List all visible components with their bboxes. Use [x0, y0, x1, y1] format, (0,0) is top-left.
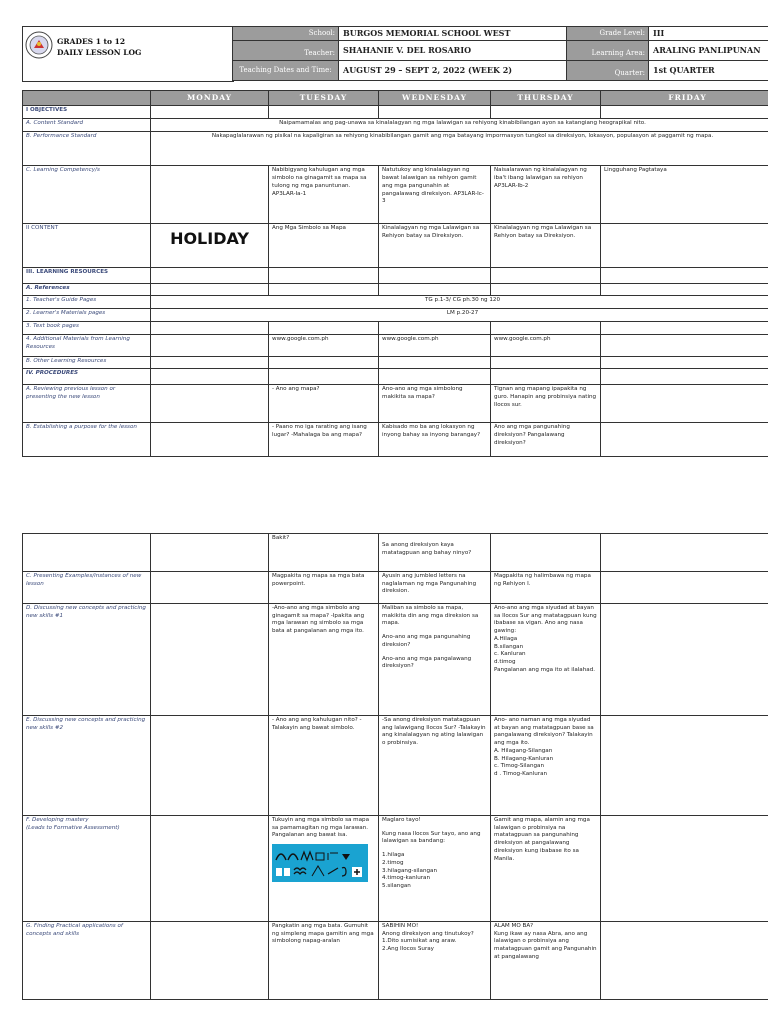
procedures-label: IV. PROCEDURES — [23, 369, 151, 385]
discussing-2-label: E. Discussing new concepts and practicing new skills #2 — [23, 716, 151, 816]
resources-label: III. LEARNING RESOURCES — [23, 268, 151, 284]
discussing-1-thu-line: d.timog — [494, 659, 516, 666]
lesson-log-page-1 — [22, 26, 768, 457]
competency-wednesday: Natutukoy ang kinalalagyan ng bawat lalawigan sa rehiyon gamit ang mga pangunahin at pangalawang direksiyon. AP3LAR-Ic-3 — [379, 166, 491, 224]
table-row — [23, 534, 768, 572]
grade-label: Grade Level: — [567, 27, 649, 41]
continued-wednesday: Sa anong direksiyon kaya matatagpuan ang bahay ninyo? — [379, 534, 491, 572]
table-row — [23, 604, 768, 716]
teacher-value: SHAHANIE V. DEL ROSARIO — [339, 41, 567, 61]
discussing-1-wednesday — [379, 604, 491, 716]
table-row — [23, 357, 768, 369]
tg-label: 1. Teacher's Guide Pages — [23, 296, 151, 309]
practical-applications-label: G. Finding Practical applications of concepts and skills — [23, 922, 151, 1000]
table-row — [23, 572, 768, 604]
developing-mastery-wednesday — [379, 816, 491, 922]
table-row — [23, 268, 768, 284]
dates-label: Teaching Dates and Time: — [233, 61, 339, 81]
table-row — [23, 296, 768, 309]
discussing-2-thu-line: B. Hilagang-Kanluran — [494, 755, 554, 762]
school-value: BURGOS MEMORIAL SCHOOL WEST — [339, 27, 567, 41]
table-row — [23, 166, 768, 224]
day-header-blank — [23, 91, 151, 106]
presenting-thursday: Magpakita ng halimbawa ng mapa ng Rehiyon I. — [491, 572, 601, 604]
practical-thu-line: Kung ikaw ay nasa Abra, ano ang lalawigan o probinsiya ang matatagpuan gamit ang Pangunahin at pangalawang — [494, 930, 597, 960]
practical-tuesday: Pangkatin ang mga bata. Gumuhit ng simpleng mapa gamitin ang mga simbolong napag-aralan — [269, 922, 379, 1000]
log-title-line1: GRADES 1 to 12 — [57, 37, 126, 46]
grade-value: III — [649, 27, 768, 41]
performance-standard-value: Nakapaglalarawan ng pisikal na kapaligiran sa rehiyong kinabibilangan gamit ang mga batayang impormasyon tungkol sa direksiyon, lokasyon, populasyon at paggamit ng mapa. — [151, 132, 768, 166]
logo-box — [22, 26, 234, 82]
developing-mastery-wed-line: 2.timog — [382, 859, 404, 866]
discussing-2-thursday — [491, 716, 601, 816]
practical-wednesday — [379, 922, 491, 1000]
practical-wed-line: 1.Dito sumisikat ang araw. — [382, 938, 457, 945]
practical-wed-line: Anong direksiyon ang tinutukoy? — [382, 930, 474, 937]
lesson-table-page-2 — [22, 533, 768, 1000]
review-wednesday: Ano-ano ang mga simbolong makikita sa mapa? — [379, 385, 491, 423]
discussing-1-thu-line: A.Hilaga — [494, 635, 518, 642]
header-info-table — [232, 26, 768, 81]
day-friday: FRIDAY — [601, 91, 768, 106]
table-row — [23, 369, 768, 385]
table-row — [23, 385, 768, 423]
developing-mastery-subtitle: (Leads to Formative Assessment) — [26, 824, 120, 831]
developing-mastery-wed-line: Kung nasa Ilocos Sur tayo, ano ang lalawigan sa bandang: — [382, 830, 481, 845]
discussing-1-thu-line: Ano-ano ang mga siyudad at bayan sa Ilocos Sur ang matatagpuan kung ibabase sa vigan. Ano ang nasa gawing: — [494, 605, 597, 635]
table-row — [23, 284, 768, 296]
discussing-2-thu-line: Ano- ano naman ang mga siyudad at bayan ang matatagpuan base sa pangalawang direksiyon? Talakayin ang mga ito. — [494, 717, 594, 747]
developing-mastery-wed-line: 3.hilagang-silangan — [382, 867, 438, 874]
tg-value: TG p.1-3/ CG ph.30 ng 120 — [151, 296, 768, 309]
other-resources-label: B. Other Learning Resources — [23, 357, 151, 369]
day-tuesday: TUESDAY — [269, 91, 379, 106]
competency-label: C. Learning Competency/s — [23, 166, 151, 224]
area-value: ARALING PANLIPUNAN — [649, 41, 768, 61]
discussing-1-thursday — [491, 604, 601, 716]
dates-value: AUGUST 29 – SEPT 2, 2022 (WEEK 2) — [339, 61, 567, 81]
practical-wed-line: SABIHIN MO! — [382, 923, 419, 929]
log-title — [57, 37, 141, 59]
table-row — [23, 423, 768, 457]
table-row — [23, 224, 768, 268]
lm-label: 2. Learner's Materials pages — [23, 309, 151, 322]
log-title-line2: DAILY LESSON LOG — [57, 47, 142, 57]
discussing-1-thu-line: c. Kanluran — [494, 651, 526, 658]
day-thursday: THURSDAY — [491, 91, 601, 106]
header — [22, 26, 768, 90]
day-wednesday: WEDNESDAY — [379, 91, 491, 106]
quarter-value: 1st QUARTER — [649, 61, 768, 81]
additional-tuesday: www.google.com.ph — [269, 335, 379, 357]
practical-thu-line: ALAM MO BA? — [494, 923, 534, 929]
table-row — [23, 816, 768, 922]
developing-mastery-wed-line: 4.timog-kanluran — [382, 875, 431, 882]
developing-mastery-tuesday — [269, 816, 379, 922]
developing-mastery-tue-text: Tukuyin ang mga simbolo sa mapa sa pamamagitan ng mga larawan. Pangalanan ang bawat isa. — [272, 817, 370, 839]
presenting-wednesday: Ayusin ang jumbled letters na naglalaman ng mga Pangunahing direksion. — [379, 572, 491, 604]
table-row — [23, 132, 768, 166]
table-row — [23, 922, 768, 1000]
lesson-table-page-1 — [22, 90, 768, 457]
developing-mastery-wed-line: 1.hilaga — [382, 852, 405, 859]
content-standard-label: A. Content Standard — [23, 119, 151, 132]
additional-thursday: www.google.com.ph — [491, 335, 601, 357]
school-label: School: — [233, 27, 339, 41]
review-thursday: Tignan ang mapang ipapakita ng guro. Hanapin ang probinsiya nating Ilocos sur. — [491, 385, 601, 423]
content-tuesday: Ang Mga Simbolo sa Mapa — [269, 224, 379, 268]
table-row — [23, 309, 768, 322]
content-standard-value: Naipamamalas ang pag-unawa sa kinalalagyan ng mga lalawigan sa rehiyong kinabibilangan ayon sa katangiang heograpikal nito. — [151, 119, 768, 132]
purpose-wednesday: Kabisado mo ba ang lokasyon ng inyong bahay sa inyong barangay? — [379, 423, 491, 457]
discussing-1-wed-line: Ano-ano ang mga pangunahing direksion? — [382, 634, 471, 648]
quarter-label: Quarter: — [567, 61, 649, 81]
purpose-tuesday: - Paano mo iga rarating ang isang lugar? -Mahalaga ba ang mapa? — [269, 423, 379, 457]
discussing-2-tuesday: - Ano ang ang kahulugan nito? -Talakayin ang bawat simbolo. — [269, 716, 379, 816]
content-label: II CONTENT — [23, 224, 151, 268]
additional-materials-label: 4. Additional Materials from Learning Resources — [23, 335, 151, 357]
practical-wed-line: 2.Ang Ilocos Suray — [382, 946, 434, 953]
discussing-1-wed-line: Ano-ano ang mga pangalawang direksiyon? — [382, 655, 472, 670]
discussing-2-thu-line: A. Hilagang-Silangan — [494, 747, 553, 754]
presenting-examples-label: C. Presenting Examples/instances of new lesson — [23, 572, 151, 604]
discussing-1-thu-line: Pangalanan ang mga ito at ilalahad. — [494, 666, 596, 673]
developing-mastery-wed-line: Maglaro tayo! — [382, 817, 421, 823]
review-label: A. Reviewing previous lesson or presenting the new lesson — [23, 385, 151, 423]
practical-thursday — [491, 922, 601, 1000]
objectives-label: I OBJECTIVES — [23, 106, 151, 119]
table-row — [23, 106, 768, 119]
area-label: Learning Area: — [567, 41, 649, 61]
deped-seal-icon — [25, 31, 53, 59]
performance-standard-label: B. Performance Standard — [23, 132, 151, 166]
table-row — [23, 322, 768, 335]
textbook-label: 3. Text book pages — [23, 322, 151, 335]
discussing-2-wednesday: -Sa anong direksiyon matatagpuan ang lalawigang Ilocos Sur? -Talakayin ang kinalalagyan ng ating lalawigan o probinsiya. — [379, 716, 491, 816]
map-symbols-image — [272, 844, 368, 882]
table-row — [23, 119, 768, 132]
developing-mastery-title: F. Developing mastery — [26, 817, 89, 823]
presenting-tuesday: Magpakita ng mapa sa mga bata powerpoint. — [269, 572, 379, 604]
teacher-label: Teacher: — [233, 41, 339, 61]
holiday-label: HOLIDAY — [151, 224, 269, 268]
developing-mastery-wed-line: 5.silangan — [382, 883, 411, 890]
content-wednesday: Kinalalagyan ng mga Lalawigan sa Rehiyon batay sa Direksiyon. — [379, 224, 491, 268]
discussing-1-thu-line: B.silangan — [494, 643, 524, 650]
content-thursday: Kinalalagyan ng mga Lalawigan sa Rehiyon batay sa Direksiyon. — [491, 224, 601, 268]
table-row — [23, 335, 768, 357]
additional-wednesday: www.google.com.ph — [379, 335, 491, 357]
discussing-2-thu-line: d . Timog-Kanluran — [494, 771, 548, 778]
day-monday: MONDAY — [151, 91, 269, 106]
day-header-row — [23, 91, 768, 106]
competency-friday: Lingguhang Pagtataya — [601, 166, 768, 224]
discussing-2-thu-line: c. Timog-Silangan — [494, 763, 545, 770]
competency-tuesday: Nabibigyang kahulugan ang mga simbolo na ginagamit sa mapa sa tulong ng mga panuntunan. AP3LAR-Ia-1 — [269, 166, 379, 224]
discussing-1-tuesday: -Ano-ano ang mga simbolo ang ginagamit sa mapa? -Ipakita ang mga larawan ng simbolo sa mga bata at pangalanan ang mga ito. — [269, 604, 379, 716]
discussing-1-label: D. Discussing new concepts and practicing new skills #1 — [23, 604, 151, 716]
discussing-1-wed-line: Maliban sa simbolo sa mapa, makikita din ang mga direksion sa mapa. — [382, 605, 479, 627]
purpose-thursday: Ano ang mga pangunahing direksiyon? Pangalawang direksiyon? — [491, 423, 601, 457]
lesson-log-page-2 — [22, 533, 768, 1000]
developing-mastery-label — [23, 816, 151, 922]
table-row — [23, 716, 768, 816]
developing-mastery-thursday: Gamit ang mapa, alamin ang mga lalawigan o probinsiya na matatagpuan sa pangunahing direksiyon at pangalawang direksiyon kung ibabase ito sa Manila. — [491, 816, 601, 922]
review-tuesday: - Ano ang mapa? — [269, 385, 379, 423]
competency-thursday: Naisalarawan ng kinalalagyan ng iba't ibang lalawigan sa rehiyon AP3LAR-Ib-2 — [491, 166, 601, 224]
lm-value: LM p.20-27 — [151, 309, 768, 322]
references-label: A. References — [23, 284, 151, 296]
purpose-label: B. Establishing a purpose for the lesson — [23, 423, 151, 457]
continued-tuesday: Bakit? — [269, 534, 379, 572]
